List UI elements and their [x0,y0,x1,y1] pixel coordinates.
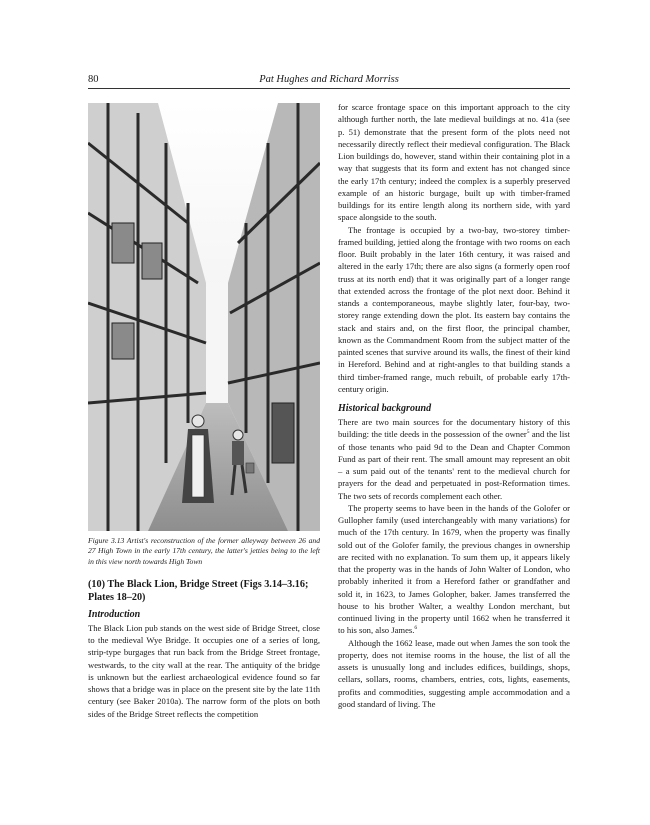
paragraph: Although the 1662 lease, made out when James the son took the property, does not itemise rooms in the house, the list of all the assets is unusually long and includes edifices, buildings, shops, cellars, sollars, rooms, chambers, entries, cots, lights, easements, profits and commodities, suggesting ample accommodation and a good standard of living. The [338,637,570,709]
footnote-marker: 5 [526,429,530,436]
paragraph-text: and the list of those tenants who paid 9d to the Dean and Chapter Common Fund as part of their rent. The small amount may represent an obit – a sum paid out of the tenants' rent to the medieval church for prayers for the dead and perpetuated in post-Reformation times. The two sets of records complement each other. [338,429,570,501]
right-column [338,101,570,710]
paragraph [338,502,570,637]
footnote-marker: 6 [414,625,418,632]
running-header-authors: Pat Hughes and Richard Morriss [259,74,399,85]
alleyway-drawing [88,103,320,531]
paragraph-text: There are two main sources for the documentary history of this building: the title deeds in the possession of the owner [338,417,570,440]
figure-caption: Figure 3.13 Artist's reconstruction of the former alleyway between 26 and 27 High Town in the early 17th century, the latter's jetties being to the left in this view north towards High Town [88,536,320,566]
paragraph-text: The property seems to have been in the hands of the Golofer or Gullopher family (used interchangeably with many variations) for much of the 17th century. In 1679, when the property was finally sold out of the Golofer family, the previous changes in ownership are recited with no explanation. To sum them up, it appears likely that the property was in the hands of John Walter of London, who probably inherited it from a Hereford father or grandfather and sold it, in 1623, to James Golopher, baker. James transferred the house to his brother Walter, a wealthy London merchant, but continued living in the property until 1662 when he transferred it to his son, also James. [338,502,570,636]
left-column [88,578,320,720]
subheading-introduction: Introduction [88,608,141,620]
subheading-historical-background: Historical background [338,403,432,414]
page-number: 80 [88,74,99,85]
paragraph: for scarce frontage space on this important approach to the city although further north, the late medieval buildings at no. 41a (see p. 51) demonstrate that the present form of the plots need not necessarily directly reflect their medieval configuration. The Black Lion buildings do, however, stand within their containing plot in a way that suggests that its form and extent has not changed since the early 17th century; indeed the complex is a superbly preserved example of an historic burgage, built up with timber-framed buildings for its entire length along its northern side, with yard space alongside to the south. [338,102,570,223]
alley-opening [206,283,228,403]
paragraph: The Black Lion pub stands on the west side of Bridge Street, close to the medieval Wye Bridge. It occupies one of a series of long, strip-type burgages that run back from the Bridge Street frontage, westwards, to the city wall at the rear. The antiquity of the bridge is unknown but the earliest archaeological evidence found so far shows that a bridge was in place on the present site by the late 11th century (see Baker 2010a). The narrow form of the plots on both sides of the Bridge Street reflects the competition [88,622,320,719]
section-heading: (10) The Black Lion, Bridge Street (Figs 3.14–3.16; Plates 18–20) [88,579,309,604]
header-rule [88,88,570,89]
paragraph: The frontage is occupied by a two-bay, two-storey timber-framed building, jettied along the frontage with two rooms on each floor. Built probably in the later 16th century, it was raised and altered in the early 17th; there are also signs (a formerly open roof truss at its north end) that it was originally part of a longer range that extended across the frontage of the plot next door. Behind it stands a contemporaneous, maybe slightly later, four-bay, two-storey range extending down the plot. Its eastern bay contains the stack and stairs and, on the first floor, the principal chamber, known as the Commandment Room from the subject matter of the painted scenes that survive around its walls, the finest of their kind in Hereford. Behind and at right-angles to that building stands a third timber-framed range, much rebuilt, of probable early 17th-century origin. [338,224,570,394]
figure-illustration [88,103,320,531]
paragraph [338,416,570,502]
